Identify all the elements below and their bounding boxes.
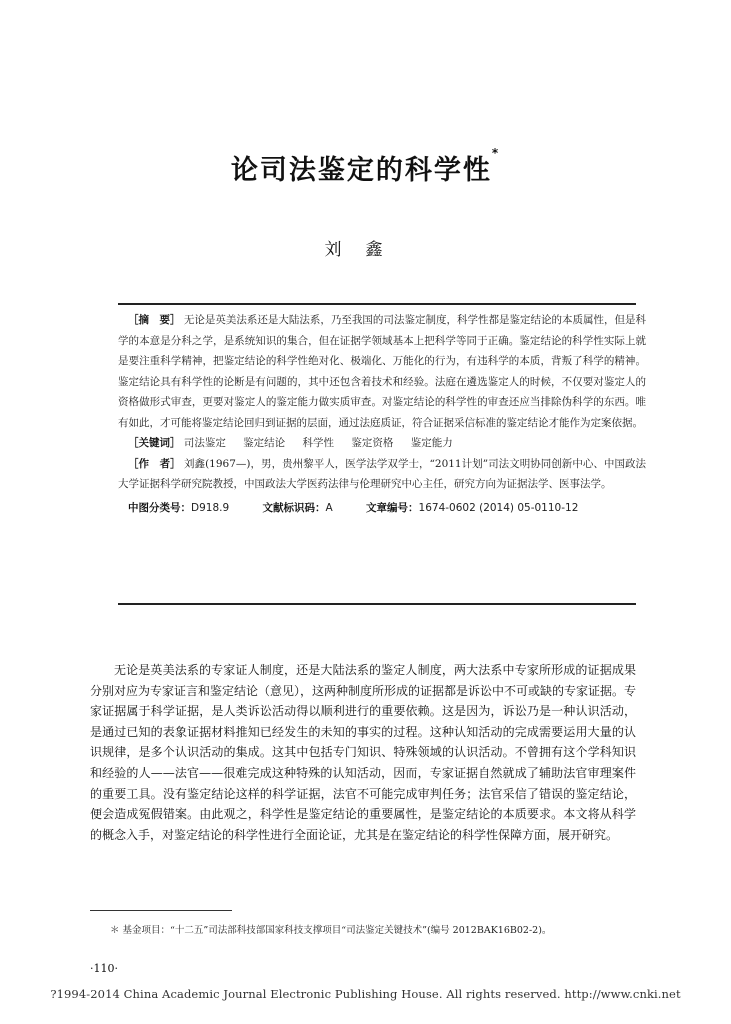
footnote: ＊ 基金项目：“十二五”司法部科技部国家科技支撑项目“司法鉴定关键技术”(编号 2012BAK16B02-2)。 <box>110 925 552 936</box>
doc-code-label: 文献标识码： <box>262 501 326 514</box>
article-number-label: 文章编号： <box>366 501 419 514</box>
abstract-text: 无论是英美法系还是大陆法系，乃至我国的司法鉴定制度，科学性都是鉴定结论的本质属性，但是科学的本意是分科之学，是系统知识的集合，但在证据学领域基本上把科学等同于正确。鉴定结论的科学性实际上就是要注重科学精神，把鉴定结论的科学性绝对化、极端化、万能化的行为，有违科学的本质，背叛了科学的精神。鉴定结论具有科学性的论断是有问题的，其中还包含着技术和经验。法庭在遴选鉴定人的时候，不仅要对鉴定人的资格做形式审查，更要对鉴定人的鉴定能力做实质审查。对鉴定结论的科学性的审查还应当排除伪科学的东西。唯有如此，才可能将鉴定结论回归到证据的层面，通过法庭质证，符合证据采信标准的鉴定结论才能作为定案依据。 <box>118 314 647 429</box>
abstract-paragraph <box>118 310 646 433</box>
classification-line <box>118 498 646 519</box>
keyword-item: 鉴定能力 <box>410 437 453 449</box>
abstract-block <box>118 310 646 518</box>
author-name: 刘鑫 <box>324 240 407 260</box>
keyword-item: 科学性 <box>302 437 335 449</box>
body-paragraph: 无论是英美法系的专家证人制度，还是大陆法系的鉴定人制度，两大法系中专家所形成的证据成果分别对应为专家证言和鉴定结论（意见），这两种制度所形成的证据都是诉讼中不可或缺的专家证据。专家证据属于科学证据，是人类诉讼活动得以顺利进行的重要依赖。这是因为，诉讼乃是一种认识活动，是通过已知的表象证据材料推知已经发生的未知的事实的过程。这种认知活动的完成需要运用大量的认识规律，是多个认识活动的集成。这其中包括专门知识、特殊领域的认识活动。不曾拥有这个学科知识和经验的人——法官——很难完成这种特殊的认知活动，因而，专家证据自然就成了辅助法官审理案件的重要工具。没有鉴定结论这样的科学证据，法官不可能完成审判任务；法官采信了错误的鉴定结论，便会造成冤假错案。由此观之，科学性是鉴定结论的重要属性，是鉴定结论的本质要求。本文将从科学的概念入手，对鉴定结论的科学性进行全面论证，尤其是在鉴定结论的科学性保障方面，展开研究。 <box>90 663 637 842</box>
article-title-text: 论司法鉴定的科学性 <box>230 155 492 186</box>
clc-label: 中图分类号： <box>128 501 191 514</box>
abstract-top-rule <box>118 303 636 305</box>
copyright-notice: ?1994-2014 China Academic Journal Electronic Publishing House. All rights reserved. http://www.cnki.net <box>50 987 681 1001</box>
keyword-item: 鉴定资格 <box>351 437 394 449</box>
keyword-item: 司法鉴定 <box>183 437 226 449</box>
keywords-label: ［关键词］ <box>128 437 181 449</box>
article-title <box>0 148 731 187</box>
abstract-bottom-rule <box>118 603 636 605</box>
keyword-item: 鉴定结论 <box>243 437 286 449</box>
abstract-label: ［摘 要］ <box>128 314 181 326</box>
footnote-rule <box>90 910 232 911</box>
clc-value: D918.9 <box>191 501 230 514</box>
title-footnote-mark: * <box>491 146 501 160</box>
doc-code-value: A <box>325 501 333 514</box>
author-info-text: 刘鑫(1967—)，男，贵州黎平人，医学法学双学士，“2011计划”司法文明协同创新中心、中国政法大学证据科学研究院教授，中国政法大学医药法律与伦理研究中心主任，研究方向为证据法学、医事法学。 <box>118 457 647 490</box>
keywords-line <box>118 433 646 454</box>
article-number-value: 1674-0602 (2014) 05-0110-12 <box>418 501 579 514</box>
author-info-label: ［作 者］ <box>128 457 181 470</box>
page-number: ·110· <box>90 962 118 975</box>
author-info-paragraph <box>118 454 646 495</box>
